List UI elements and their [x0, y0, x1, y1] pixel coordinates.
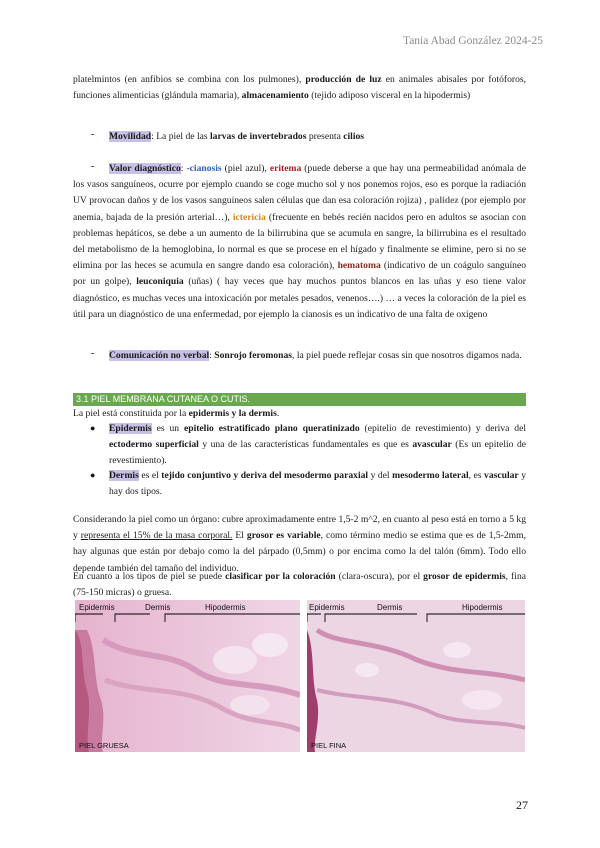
page-number: 27: [516, 798, 528, 812]
constitucion-text: La piel está constituida por la: [73, 408, 189, 419]
organo-text: , como término medio se estima que es de 1,5-2mm, hay algunas que están por debajo como la del párpado (0,5mm) o por encima como la del talón (6mm). Todo ello depende también del tamaño del individuo.: [73, 530, 527, 574]
organo-underlined: representa el 15% de la masa corporal.: [80, 530, 233, 542]
constitucion-line: [73, 406, 526, 422]
tipos-text: , fina (75-150 micras) o gruesa.: [73, 571, 527, 599]
movilidad-bold: larvas de invertebrados: [210, 131, 307, 142]
term-ictericia: ictericia: [232, 211, 266, 223]
diagnostico-text: : -: [180, 163, 190, 174]
bullet-text: (Es un epitelio de revestimiento).: [109, 439, 527, 467]
thin-skin-micrograph: [307, 600, 525, 752]
bullet-text: es un: [151, 423, 184, 434]
bullet-text: , es: [468, 470, 485, 481]
movilidad-paragraph: [109, 129, 526, 145]
dermis-bullet: [109, 468, 526, 500]
fig-left-caption: PIEL GRUESA: [79, 741, 129, 750]
dash-bullet: -: [91, 129, 95, 140]
fig-right-label-hipodermis: Hipodermis: [462, 603, 503, 612]
comunicacion-bold: Sonrojo feromonas: [214, 350, 293, 361]
section-heading: 3.1 PIEL MEMBRANA CUTANEA O CUTIS.: [73, 393, 526, 406]
diagnostico-text: (uñas) ( hay veces que hay muchos puntos blancos en las uñas y eso tiene valor diagnóstico, es muchas veces una intoxicación por metales pesados, venenos….) … a veces la coloración de la piel es útil para un diagnóstico de una enfermedad, por ejemplo la cianosis es un indicativo de una falta de oxígeno: [73, 276, 526, 320]
epidermis-term: Epidermis: [109, 423, 152, 434]
thick-skin-micrograph: [75, 600, 300, 752]
term-hematoma: hematoma: [337, 260, 381, 272]
intro-paragraph: [73, 72, 526, 104]
organo-text: Considerando la piel como un órgano: cubre aproximadamente entre 1,5-2 m^2, en cuanto al peso está en torno a 5 kg y: [73, 514, 526, 542]
intro-text: en animales abisales por fotóforos, funciones alimenticias (glándula mamaria),: [73, 74, 527, 102]
thin-skin-image: [307, 600, 525, 752]
term-leuconiquia: leuconiquia: [136, 276, 184, 288]
bullet-bold: epitelio estratificado plano queratinizado: [183, 423, 360, 434]
movilidad-text: : La piel de las: [151, 131, 210, 142]
comunicacion-text: , la piel puede reflejar cosas sin que nosotros digamos nada.: [292, 350, 522, 361]
thick-skin-image: [75, 600, 300, 752]
intro-bold-luz: producción de luz: [305, 74, 382, 85]
diagnostico-text: (indicativo de un coágulo sanguíneo por un golpe),: [73, 260, 526, 288]
diagnostico-text: (piel azul),: [221, 163, 270, 174]
intro-text: platelmintos (en anfibios se combina con los pulmones),: [73, 74, 306, 85]
tipos-paragraph: [73, 569, 526, 601]
movilidad-cilios: cilios: [343, 131, 365, 142]
bullet-dot: ●: [90, 423, 96, 433]
tipos-text: En cuanto a los tipos de piel se puede: [73, 571, 226, 582]
constitucion-bold: epidermis y la dermis: [188, 408, 277, 419]
fig-left-label-hipodermis: Hipodermis: [205, 603, 246, 612]
organo-paragraph: [73, 512, 526, 577]
constitucion-text: .: [276, 408, 280, 419]
tipos-bold: grosor de epidermis: [423, 571, 506, 582]
fig-left-label-epidermis: Epidermis: [79, 603, 115, 612]
movilidad-label: Movilidad: [109, 131, 152, 142]
term-cianosis: cianosis: [189, 163, 222, 174]
intro-text: (tejido adiposo visceral en la hipodermis): [308, 90, 471, 102]
comunicacion-paragraph: [109, 348, 526, 364]
bullet-bold: tejido conjuntivo y deriva del mesodermo paraxial: [161, 470, 369, 481]
bullet-bold: ectodermo superficial: [109, 439, 199, 451]
bullet-dot: ●: [90, 470, 96, 480]
diagnostico-text: (puede deberse a que hay una permeabilidad anómala de los vasos sanguíneos, ocurre por ejemplo cuando se coge mucho sol y nos ponemos rojos, eso es porque la radiación UV provocan daños y de los vasos sanguíneos salen células que dan esa coloración rojiza) ,: [73, 163, 526, 207]
diagnostico-label: Valor diagnóstico: [109, 163, 181, 174]
movilidad-text: presenta: [306, 131, 344, 142]
bullet-text: (epitelio de revestimiento) y deriva del: [359, 423, 526, 434]
diagnostico-text: (por ejemplo por anemia, bajada de la presión arterial…),: [73, 195, 527, 223]
bullet-text: y hay dos tipos.: [109, 470, 526, 498]
dash-bullet: -: [91, 161, 95, 172]
organo-bold: grosor es variable: [246, 530, 321, 542]
fig-right-caption: PIEL FINA: [311, 741, 347, 750]
comunicacion-text: :: [209, 350, 215, 361]
bullet-bold: vascular: [484, 470, 519, 481]
fig-right-label-epidermis: Epidermis: [309, 603, 345, 612]
dermis-term: Dermis: [109, 470, 139, 481]
bullet-bold: avascular: [412, 439, 452, 451]
organo-text: El: [232, 530, 247, 542]
bullet-bold: mesodermo lateral: [392, 470, 469, 481]
bullet-text: es el: [138, 470, 162, 481]
term-eritema: eritema: [269, 163, 302, 174]
bullet-text: y del: [368, 470, 393, 481]
bullet-text: y una de las características fundamentales es que es: [198, 439, 413, 451]
diagnostico-paragraph: [73, 161, 526, 323]
epidermis-bullet: [109, 421, 526, 470]
intro-bold-almacenamiento: almacenamiento: [241, 90, 309, 102]
comunicacion-label: Comunicación no verbal: [109, 350, 210, 361]
fig-right-label-dermis: Dermis: [377, 603, 403, 612]
diagnostico-text: (frecuente en bebés recién nacidos pero en adultos se asocian con problemas hepáticos, se debe a un aumento de la bilirrubina que se acumula en sangre, la bilirrubina es el resultado del metabolismo de la hemoglobina, lo normal es que se procese en el hígado y finalmente se elimine, pero si no se elimina por las heces se acumula en sangre dando esa coloración),: [73, 211, 527, 272]
fig-left-label-dermis: Dermis: [145, 603, 171, 612]
running-header: Tania Abad González 2024-25: [402, 35, 543, 47]
term-palidez: palidez: [429, 195, 459, 207]
dash-bullet: -: [91, 348, 95, 359]
tipos-text: (clara-oscura), por el: [335, 571, 424, 582]
tipos-bold: clasificar por la coloración: [225, 571, 336, 582]
